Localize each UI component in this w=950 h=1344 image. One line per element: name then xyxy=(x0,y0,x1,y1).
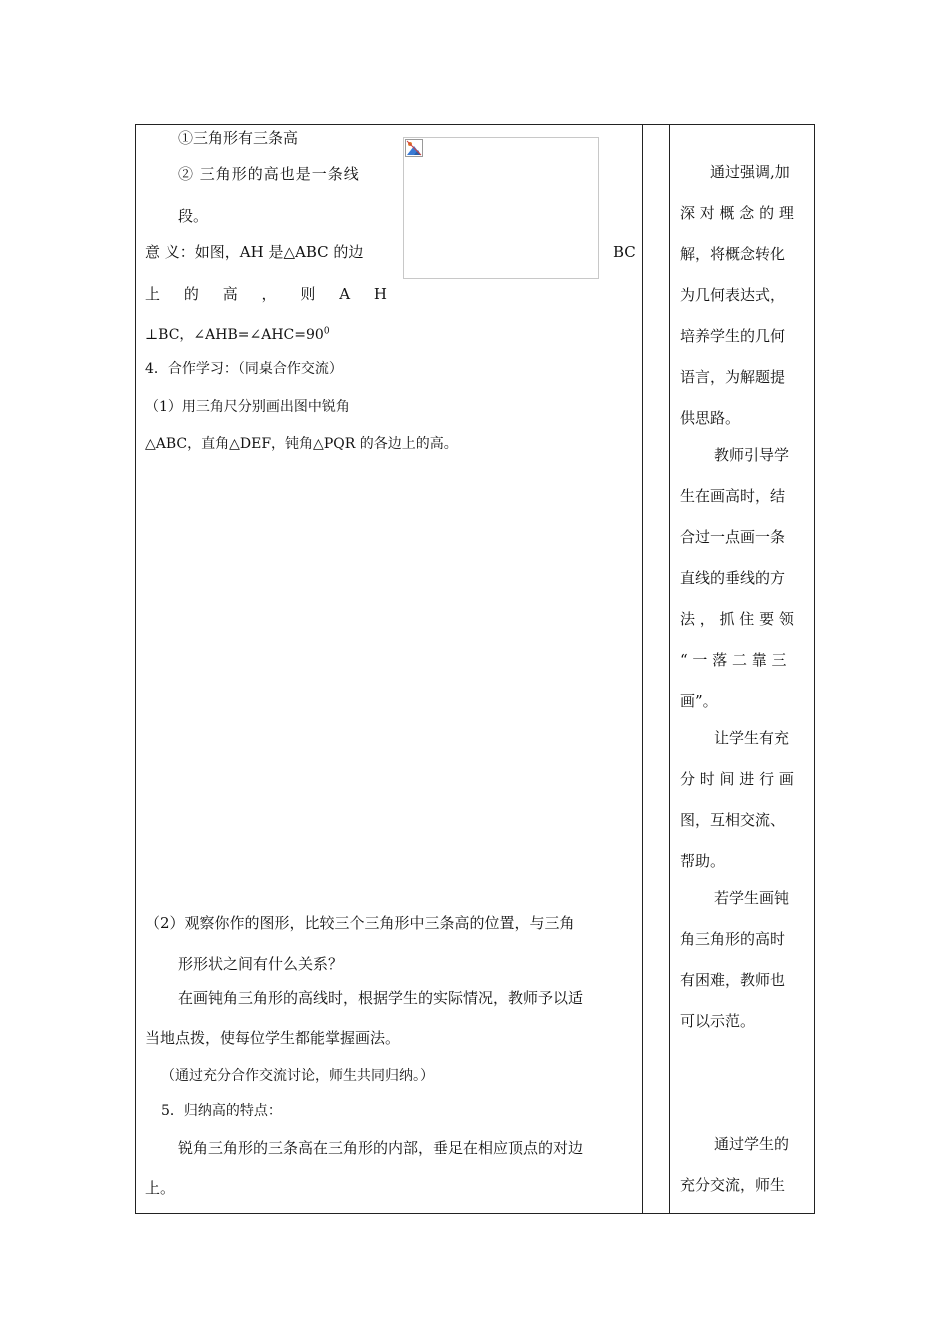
note-line: 通过学生的 xyxy=(714,1135,790,1153)
note-line: 深 对 概 念 的 理 xyxy=(680,204,794,222)
text-line: ①三角形有三条高 xyxy=(178,129,299,147)
section-heading: 4．合作学习：（同桌合作交流） xyxy=(145,361,343,377)
note-line: 直线的垂线的方 xyxy=(680,569,786,587)
note-line: 教师引导学 xyxy=(714,446,790,464)
text-line: BC xyxy=(613,243,636,261)
triangle-figure xyxy=(403,137,599,279)
column-divider xyxy=(642,124,643,1214)
note-line: 法 ， 抓 住 要 领 xyxy=(680,610,794,628)
text-line: 在画钝角三角形的高线时，根据学生的实际情况，教师予以适 xyxy=(178,989,584,1007)
note-line: 充分交流，师生 xyxy=(680,1176,786,1194)
text-line: 当地点拨，使每位学生都能掌握画法。 xyxy=(145,1029,401,1047)
text-line: 上 的 高 ， 则 A H xyxy=(145,285,387,303)
note-line: 合过一点画一条 xyxy=(680,528,786,546)
text-line: 意 义：如图，AH 是△ABC 的边 xyxy=(145,243,364,261)
text-line: △ABC，直角△DEF，钝角△PQR 的各边上的高。 xyxy=(145,436,458,452)
note-line: 分 时 间 进 行 画 xyxy=(680,770,794,788)
note-line: 画”。 xyxy=(680,692,718,710)
note-line: 角三角形的高时 xyxy=(680,930,786,948)
note-line: 解，将概念转化 xyxy=(680,245,786,263)
note-line: 可以示范。 xyxy=(680,1012,756,1030)
text-line: 上。 xyxy=(145,1179,176,1197)
text-line: 锐角三角形的三条高在三角形的内部，垂足在相应顶点的对边 xyxy=(178,1139,584,1157)
note-line: 帮助。 xyxy=(680,852,726,870)
text-line: ② 三角形的高也是一条线 xyxy=(178,165,360,183)
note-line: 图，互相交流、 xyxy=(680,811,786,829)
note-line: 为几何表达式， xyxy=(680,286,786,304)
note-line: 生在画高时，结 xyxy=(680,487,786,505)
broken-image-icon xyxy=(405,139,423,157)
text-line: （1）用三角尺分别画出图中锐角 xyxy=(145,399,350,415)
text-line: ⊥BC，$\angle AHB=\angle AHC=90^0$ xyxy=(145,326,330,343)
note-line: 通过强调,加 xyxy=(710,163,790,181)
note-line: “ 一 落 二 靠 三 xyxy=(680,651,787,669)
column-divider xyxy=(669,124,670,1214)
text-line: 段。 xyxy=(178,207,209,225)
text-line: （2）观察你作的图形，比较三个三角形中三条高的位置，与三角 xyxy=(145,914,575,932)
section-heading: 5．归纳高的特点： xyxy=(161,1103,282,1119)
text-line: （通过充分合作交流讨论，师生共同归纳。） xyxy=(161,1068,434,1084)
note-line: 有困难，教师也 xyxy=(680,971,786,989)
note-line: 让学生有充 xyxy=(714,729,790,747)
note-line: 若学生画钝 xyxy=(714,889,790,907)
note-line: 语言，为解题提 xyxy=(680,368,786,386)
note-line: 培养学生的几何 xyxy=(680,327,786,345)
note-line: 供思路。 xyxy=(680,409,741,427)
text-line: 形形状之间有什么关系？ xyxy=(178,955,344,973)
